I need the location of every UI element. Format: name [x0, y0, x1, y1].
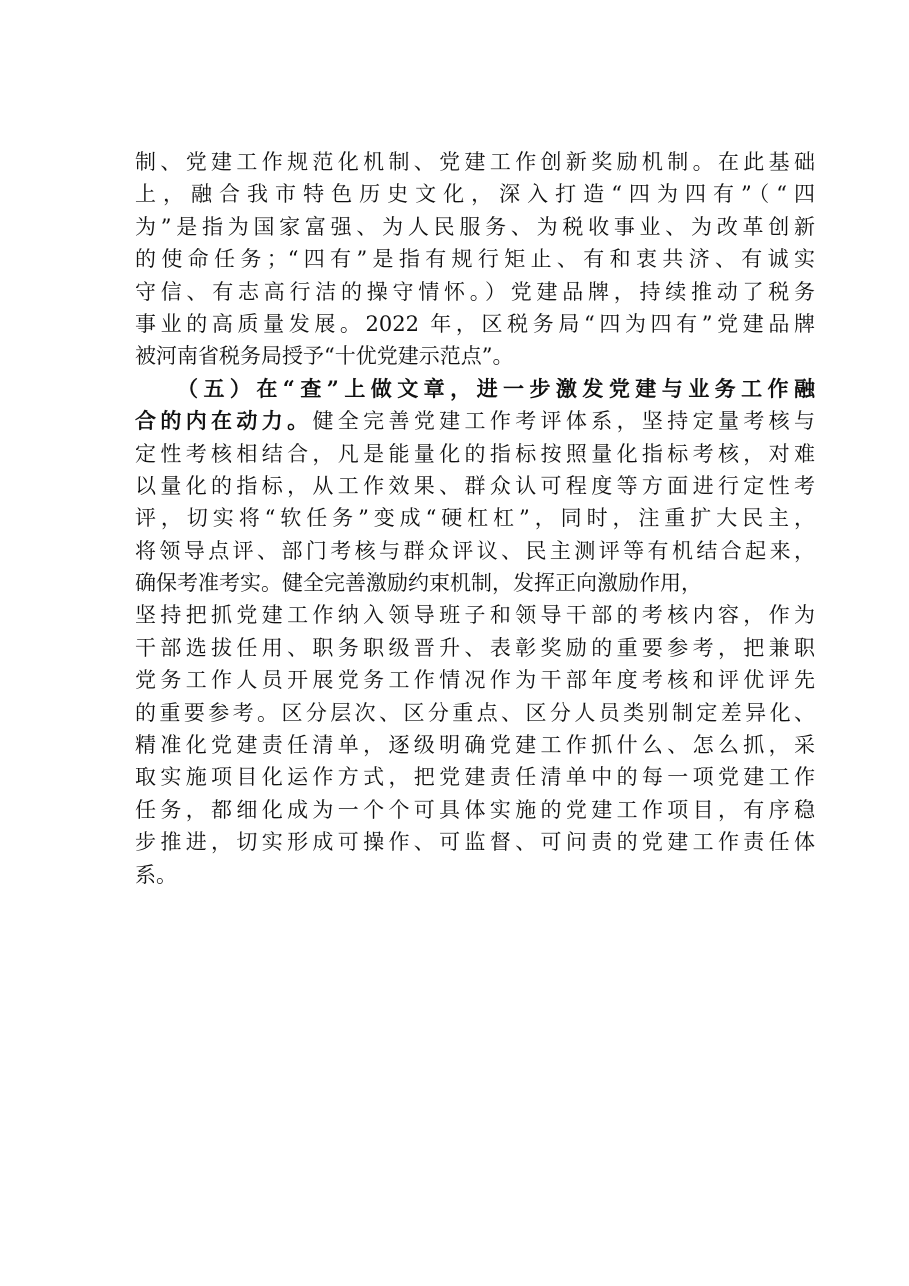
paragraph-line: 被河南省税务局授予“十优党建示范点”。 — [135, 344, 514, 369]
paragraph-line: 事业的高质量发展。2022 年，区税务局“四为四有”党建品牌 — [135, 311, 815, 336]
paragraph-text: 健全完善党建工作考评体系，坚持定量考核与 — [312, 409, 816, 434]
section-heading-line: （五）在“查”上做文章，进一步激发党建与业务工作融 — [177, 375, 815, 401]
paragraph-line: 为”是指为国家富强、为人民服务、为税收事业、为改革创新 — [135, 214, 815, 239]
paragraph-line: 干部选拔任用、职务职级晋升、表彰奖励的重要参考，把兼职 — [135, 635, 815, 660]
paragraph-line: 取实施项目化运作方式，把党建责任清单中的每一项党建工作 — [135, 765, 815, 790]
paragraph-line: 评，切实将“软任务”变成“硬杠杠”，同时，注重扩大民主， — [135, 506, 815, 531]
paragraph-line: 上，融合我市特色历史文化，深入打造“四为四有”（“四 — [135, 182, 815, 207]
paragraph-line: 坚持把抓党建工作纳入领导班子和领导干部的考核内容，作为 — [135, 603, 815, 628]
paragraph-line: 的重要参考。区分层次、区分重点、区分人员类别制定差异化、 — [135, 700, 815, 725]
paragraph-line: 任务，都细化成为一个个可具体实施的党建工作项目，有序稳 — [135, 797, 815, 822]
paragraph-line: 确保考准考实。健全完善激励约束机制，发挥正向激励作用， — [135, 571, 702, 596]
paragraph-line: 定性考核相结合，凡是能量化的指标按照量化指标考核，对难 — [135, 441, 815, 466]
paragraph-line: 精准化党建责任清单，逐级明确党建工作抓什么、怎么抓，采 — [135, 733, 815, 758]
paragraph-line: 守信、有志高行洁的操守情怀。）党建品牌，持续推动了税务 — [135, 279, 815, 304]
paragraph-line: 制、党建工作规范化机制、党建工作创新奖励机制。在此基础 — [135, 150, 815, 174]
paragraph-line: 步推进，切实形成可操作、可监督、可问责的党建工作责任体 — [135, 830, 815, 855]
paragraph-line: 以量化的指标，从工作效果、群众认可程度等方面进行定性考 — [135, 473, 815, 498]
paragraph-line — [135, 405, 815, 437]
section-heading-tail: 合的内在动力。 — [135, 408, 313, 434]
paragraph-line: 的使命任务；“四有”是指有规行矩止、有和衷共济、有诚实 — [135, 247, 815, 272]
paragraph-line: 将领导点评、部门考核与群众评议、民主测评等有机结合起来， — [135, 538, 815, 563]
document-body — [135, 146, 815, 891]
paragraph-line: 系。 — [135, 862, 177, 887]
paragraph-line: 党务工作人员开展党务工作情况作为干部年度考核和评优评先 — [135, 668, 815, 693]
